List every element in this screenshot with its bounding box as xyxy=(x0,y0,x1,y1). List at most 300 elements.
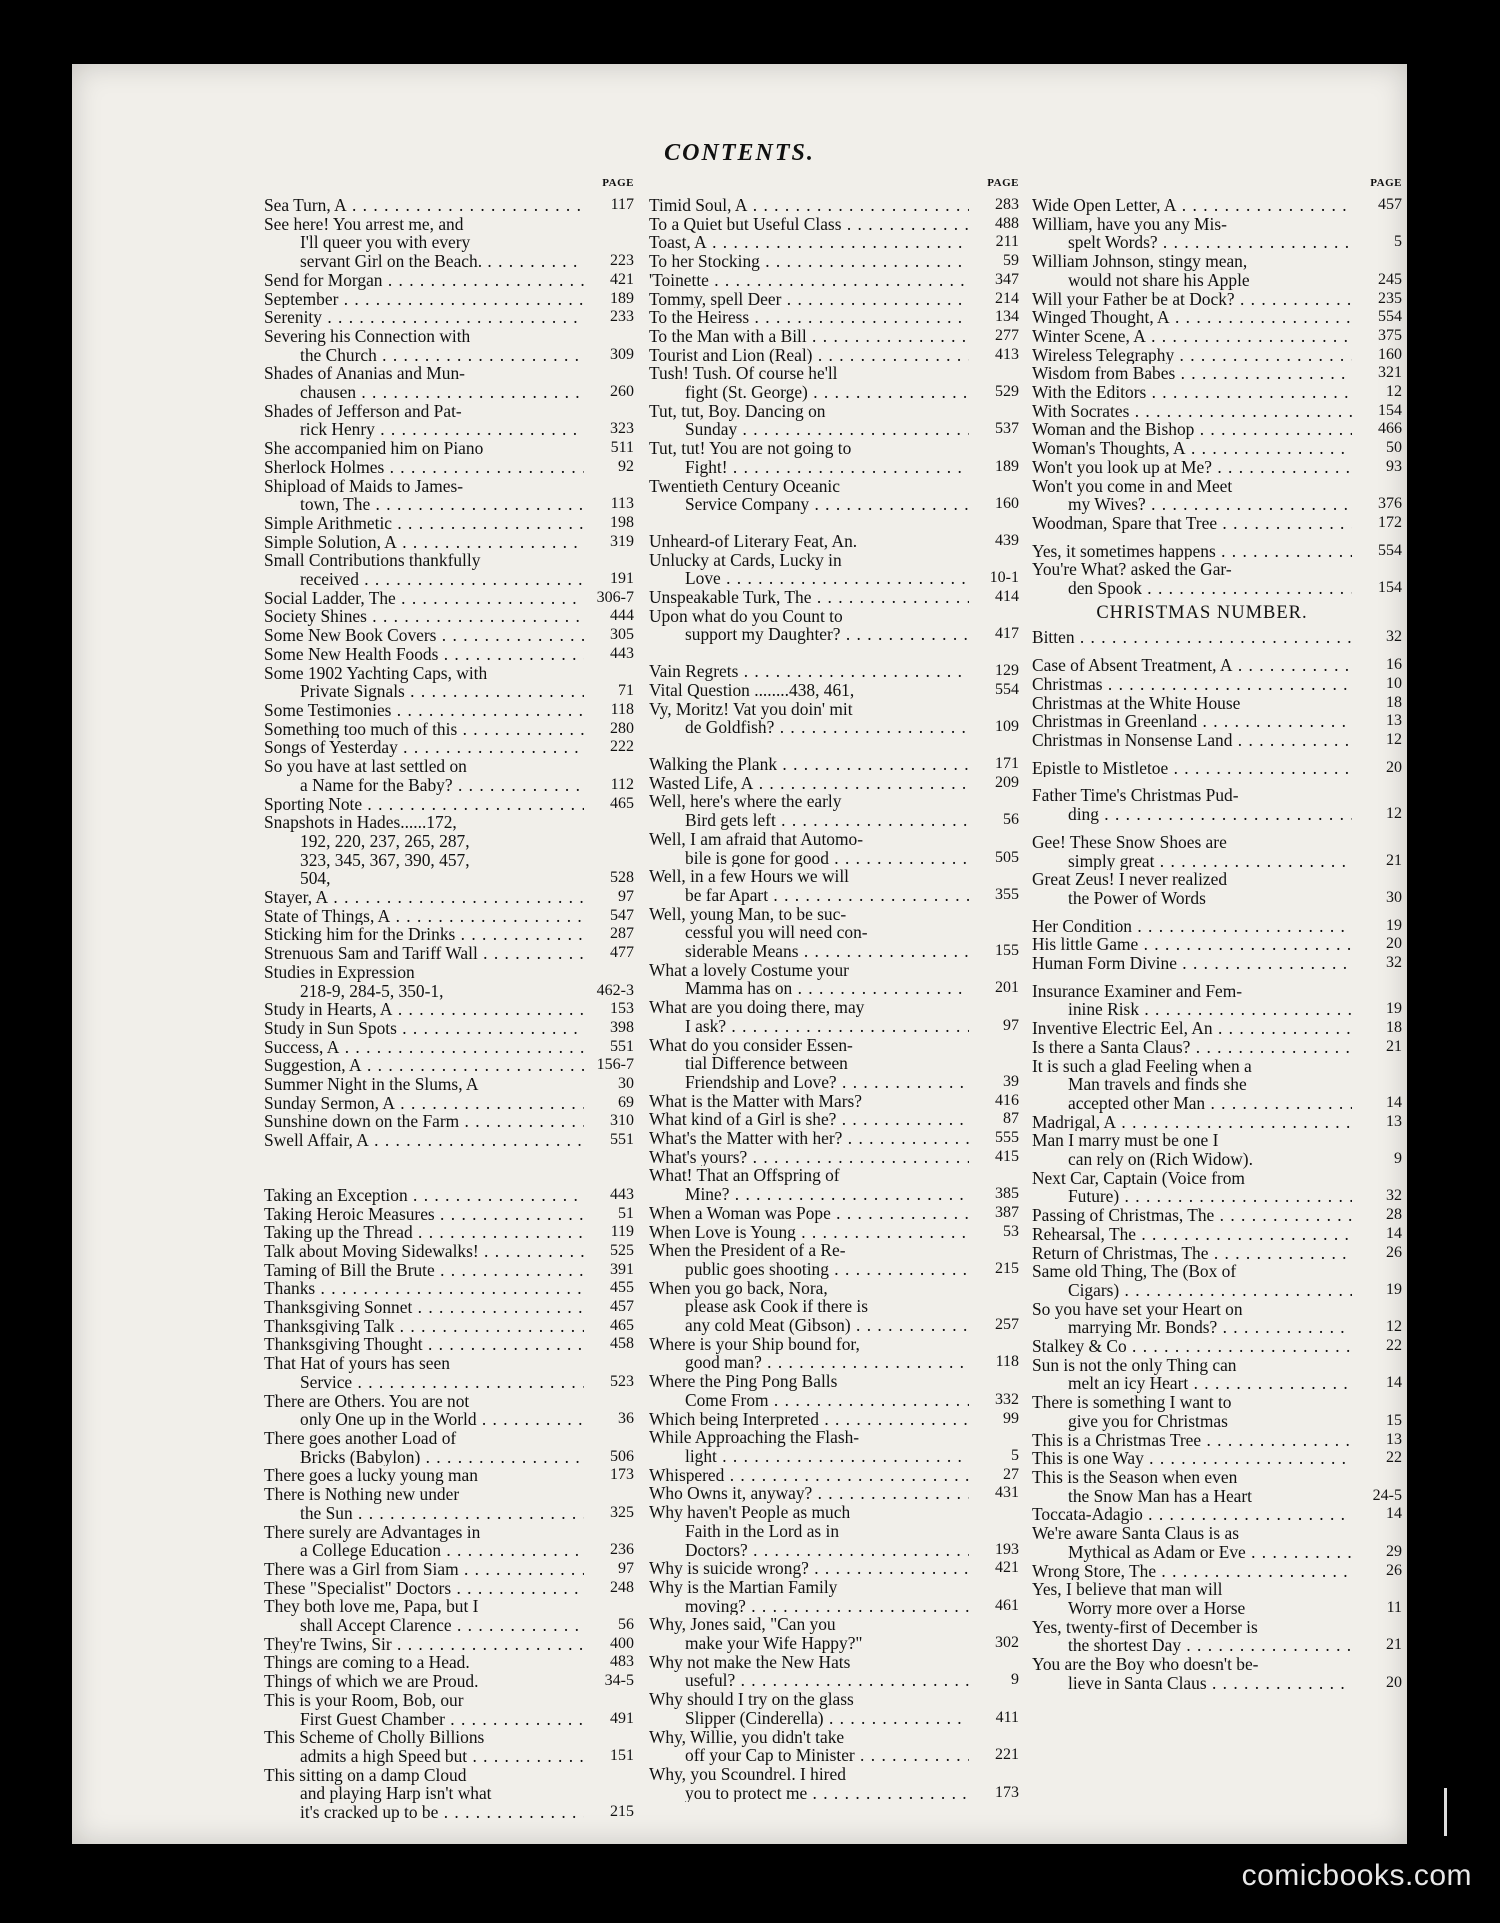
contents-entry xyxy=(264,1429,634,1466)
entry-title-line: Why haven't People as much xyxy=(649,1503,851,1523)
entry-title-line: servant Girl on the Beach. . . . xyxy=(264,252,584,271)
entry-page-number: 32 xyxy=(1386,628,1402,646)
entry-page-number: 547 xyxy=(610,906,634,924)
entry-title-line: Wisdom from Babes . . . xyxy=(1032,364,1352,383)
entry-title xyxy=(649,1223,969,1242)
entry-title-line: They're Twins, Sir . . . xyxy=(264,1635,584,1654)
entry-title xyxy=(264,607,584,626)
entry-title-line: Man travels and finds she xyxy=(1068,1074,1247,1095)
entry-title-line: received . . . xyxy=(264,570,584,589)
entry-title xyxy=(649,1279,969,1335)
entry-page-number: 118 xyxy=(995,1353,1019,1371)
entry-title-line: I'll queer you with every xyxy=(300,232,471,253)
contents-entry xyxy=(649,1166,1019,1203)
entry-title xyxy=(264,477,584,514)
contents-entry xyxy=(649,1279,1019,1335)
contents-entry xyxy=(1032,1057,1402,1113)
entry-title-line: a Name for the Baby? . . . xyxy=(264,776,584,795)
contents-entry xyxy=(649,346,1019,365)
entry-title-line: Shades of Ananias and Mun- xyxy=(264,364,465,384)
entry-title-line: Service Company . . . xyxy=(649,495,969,514)
contents-entry xyxy=(264,720,634,739)
entry-page-number: 12 xyxy=(1386,730,1402,748)
entry-page-number: 171 xyxy=(995,754,1019,772)
contents-entry xyxy=(649,792,1019,829)
entry-page-number: 20 xyxy=(1386,758,1402,776)
watermark: comicbooks.com xyxy=(1241,1859,1472,1892)
entry-page-number: 223 xyxy=(610,252,634,270)
contents-entry xyxy=(649,961,1019,998)
entry-title-line: den Spook . . . xyxy=(1032,579,1352,598)
entry-title-line: the Snow Man has a Heart xyxy=(1068,1485,1253,1506)
entry-title xyxy=(649,439,969,476)
contents-entry xyxy=(264,888,634,907)
entry-title-line: There goes a lucky young man xyxy=(264,1466,478,1486)
entry-page-number: 12 xyxy=(1386,383,1402,401)
entry-page-number: 554 xyxy=(995,680,1019,698)
entry-title-line: Come From . . . xyxy=(649,1391,969,1410)
entry-title xyxy=(649,233,969,252)
entry-title xyxy=(264,1075,584,1094)
entry-title-line: Inventive Electric Eel, An . . . xyxy=(1032,1019,1352,1038)
entry-title-line: Insurance Examiner and Fem- xyxy=(1032,981,1243,1001)
contents-entry xyxy=(649,662,1019,681)
entry-page-number: 34-5 xyxy=(604,1672,634,1690)
entry-title-line: First Guest Chamber . . . xyxy=(264,1710,584,1729)
entry-title-line: Why should I try on the glass xyxy=(649,1690,854,1710)
entry-title xyxy=(649,607,969,644)
contents-entry xyxy=(649,681,1019,700)
contents-entry xyxy=(264,551,634,588)
entry-title xyxy=(649,1410,969,1429)
entry-page-number: 172 xyxy=(1378,513,1402,531)
entry-page-number: 22 xyxy=(1386,1449,1402,1467)
entry-page-number: 528 xyxy=(610,869,634,887)
entry-page-number: 191 xyxy=(610,570,634,588)
entry-title-line: To a Quiet but Useful Class . . . xyxy=(649,215,969,234)
entry-page-number: 12 xyxy=(1386,1318,1402,1336)
entry-title-line: While Approaching the Flash- xyxy=(649,1428,860,1448)
entry-page-number: 39 xyxy=(1003,1072,1019,1090)
entry-title-line: Why not make the New Hats xyxy=(649,1652,851,1672)
entry-title-line: Things are coming to a Head. xyxy=(264,1653,470,1673)
entry-title-line: Will your Father be at Dock? . . . xyxy=(1032,290,1352,309)
entry-title-line: accepted other Man . . . xyxy=(1032,1094,1352,1113)
contents-entry xyxy=(1032,458,1402,477)
entry-page-number: 69 xyxy=(618,1093,634,1111)
contents-entry xyxy=(264,1075,634,1094)
contents-column-3 xyxy=(1032,174,1402,1692)
entry-title-line: What's yours? . . . xyxy=(649,1148,969,1167)
entry-title-line: Why, Willie, you didn't take xyxy=(649,1727,845,1747)
contents-entry xyxy=(649,271,1019,290)
entry-title xyxy=(264,514,584,533)
entry-title xyxy=(1032,628,1352,647)
entry-title-line: What do you consider Essen- xyxy=(649,1035,853,1055)
entry-page-number: 537 xyxy=(995,420,1019,438)
entry-title-line: These "Specialist" Doctors . . . xyxy=(264,1579,584,1598)
entry-title-line: So you have at last settled on xyxy=(264,757,467,777)
entry-title-line: Passing of Christmas, The . . . xyxy=(1032,1206,1352,1225)
contents-entry xyxy=(649,233,1019,252)
entry-title-line: support my Daughter? . . . xyxy=(649,625,969,644)
entry-title-line: Walking the Plank . . . xyxy=(649,755,969,774)
entry-title xyxy=(1032,196,1352,215)
contents-entry xyxy=(1032,1580,1402,1617)
entry-page-number: 529 xyxy=(995,383,1019,401)
entry-gap xyxy=(649,737,1019,755)
contents-entry xyxy=(649,1503,1019,1559)
contents-entry xyxy=(264,1056,634,1075)
entry-page-number: 99 xyxy=(1003,1409,1019,1427)
entry-title xyxy=(264,944,584,963)
entry-title xyxy=(264,1691,584,1728)
entry-title xyxy=(264,1485,584,1522)
entry-title-line: Something too much of this . . . xyxy=(264,720,584,739)
entry-page-number: 87 xyxy=(1003,1110,1019,1128)
entry-page-number: 21 xyxy=(1386,851,1402,869)
entry-page-number: 13 xyxy=(1386,712,1402,730)
entry-title xyxy=(264,701,584,720)
contents-entry xyxy=(264,514,634,533)
entry-title-line: When a Woman was Pope . . . xyxy=(649,1204,969,1223)
entry-title xyxy=(649,477,969,514)
entry-title xyxy=(649,252,969,271)
entry-page-number: 9 xyxy=(1394,1150,1402,1168)
entry-title-line: Toast, A . . . xyxy=(649,233,969,252)
entry-title xyxy=(264,1523,584,1560)
contents-entry xyxy=(649,1148,1019,1167)
entry-page-number: 458 xyxy=(610,1335,634,1353)
entry-page-number: 421 xyxy=(995,1559,1019,1577)
entry-page-number: 306-7 xyxy=(596,588,634,606)
contents-entry xyxy=(649,477,1019,514)
entry-title xyxy=(1032,833,1352,870)
contents-entry xyxy=(264,626,634,645)
entry-title-line: Her Condition . . . xyxy=(1032,917,1352,936)
entry-title xyxy=(1032,1468,1352,1505)
entry-title-line: Studies in Expression xyxy=(264,962,415,982)
contents-entry xyxy=(264,645,634,664)
christmas-entry-list xyxy=(1032,628,1402,1692)
entry-page-number: 117 xyxy=(610,196,634,213)
entry-title-line: you to protect me . . . xyxy=(649,1784,969,1803)
entry-page-number: 201 xyxy=(995,979,1019,997)
entry-title-line: the Power of Words xyxy=(1068,887,1206,908)
contents-entry xyxy=(1032,759,1402,778)
entry-title-line: What is the Matter with Mars? xyxy=(649,1091,862,1111)
entry-title xyxy=(264,1094,584,1113)
entry-title-line: Man I marry must be one I xyxy=(1032,1131,1219,1151)
entry-page-number: 235 xyxy=(1378,289,1402,307)
entry-title-line: Same old Thing, The (Box of xyxy=(1032,1262,1237,1282)
entry-title-line: Songs of Yesterday . . . xyxy=(264,738,584,757)
entry-page-number: 375 xyxy=(1378,326,1402,344)
entry-page-number: 287 xyxy=(610,925,634,943)
entry-title-line: Tush! Tush. Of course he'll xyxy=(649,364,838,384)
contents-entry xyxy=(264,215,634,271)
entry-title xyxy=(1032,712,1352,731)
entry-page-number: 554 xyxy=(1378,308,1402,326)
contents-entry xyxy=(264,1094,634,1113)
entry-title xyxy=(1032,1618,1352,1655)
entry-title-line: Simple Solution, A . . . xyxy=(264,533,584,552)
entry-title-line: That Hat of yours has seen xyxy=(264,1354,450,1374)
entry-page-number: 505 xyxy=(995,848,1019,866)
entry-title xyxy=(264,1317,584,1336)
entry-title xyxy=(1032,675,1352,694)
contents-entry xyxy=(1032,383,1402,402)
entry-page-number: 18 xyxy=(1386,1019,1402,1037)
contents-entry xyxy=(264,458,634,477)
entry-page-number: 465 xyxy=(610,794,634,812)
entry-title-line: spelt Words? . . . xyxy=(1032,233,1352,252)
contents-entry xyxy=(649,551,1019,588)
entry-page-number: 160 xyxy=(995,495,1019,513)
entry-page-number: 417 xyxy=(995,625,1019,643)
entry-title-line: Unheard-of Literary Feat, An. xyxy=(649,531,858,551)
contents-entry xyxy=(264,944,634,963)
entry-page-number: 20 xyxy=(1386,1673,1402,1691)
entry-title xyxy=(649,196,969,215)
entry-title-line: Future) . . . xyxy=(1032,1187,1352,1206)
entry-title xyxy=(264,1597,584,1634)
entry-page-number: 26 xyxy=(1386,1243,1402,1261)
entry-page-number: 414 xyxy=(995,588,1019,606)
entry-title-line: Bitten . . . xyxy=(1032,628,1352,647)
entry-title xyxy=(264,925,584,944)
entry-title-line: Where the Ping Pong Balls xyxy=(649,1372,838,1392)
entry-title-line: inine Risk . . . xyxy=(1032,1000,1352,1019)
entry-title-line: Toccata-Adagio . . . xyxy=(1032,1505,1352,1524)
entry-gap xyxy=(1032,533,1402,542)
entry-title-line: This Scheme of Cholly Billions xyxy=(264,1728,485,1748)
entry-title-line: When the President of a Re- xyxy=(649,1241,846,1261)
contents-entry xyxy=(649,1484,1019,1503)
contents-entry xyxy=(264,364,634,401)
entry-title xyxy=(1032,656,1352,675)
contents-entry xyxy=(264,1186,634,1205)
entry-title xyxy=(649,830,969,867)
entry-page-number: 391 xyxy=(610,1260,634,1278)
entry-title xyxy=(264,1205,584,1224)
entry-title xyxy=(649,1241,969,1278)
entry-title-line: siderable Means . . . xyxy=(649,942,969,961)
contents-entry xyxy=(649,1204,1019,1223)
entry-title-line: Wrong Store, The . . . xyxy=(1032,1562,1352,1581)
entry-title-line: Friendship and Love? . . . xyxy=(649,1073,969,1092)
entry-title-line: Vy, Moritz! Vat you doin' mit xyxy=(649,699,853,719)
entry-page-number: 193 xyxy=(995,1540,1019,1558)
contents-entry xyxy=(1032,1505,1402,1524)
contents-entry xyxy=(264,1242,634,1261)
entry-page-number: 26 xyxy=(1386,1561,1402,1579)
entry-page-number: 97 xyxy=(618,888,634,906)
entry-page-number: 15 xyxy=(1386,1411,1402,1429)
contents-entry xyxy=(1032,290,1402,309)
contents-entry xyxy=(649,1410,1019,1429)
entry-title-line: make your Wife Happy?" xyxy=(685,1633,863,1653)
entry-title xyxy=(1032,1206,1352,1225)
entry-title xyxy=(649,364,969,401)
entry-title-line: Thanks . . . xyxy=(264,1279,584,1298)
entry-title-line: tial Difference between xyxy=(685,1053,848,1074)
entry-title xyxy=(649,402,969,439)
entry-title xyxy=(1032,215,1352,252)
entry-title-line: give you for Christmas xyxy=(1068,1410,1228,1431)
entry-title-line: To the Man with a Bill . . . xyxy=(649,327,969,346)
entry-title-line: Social Ladder, The . . . xyxy=(264,589,584,608)
entry-title-line: Severing his Connection with xyxy=(264,326,471,346)
contents-entry xyxy=(264,607,634,626)
entry-title-line: You're What? asked the Gar- xyxy=(1032,560,1232,580)
entry-title xyxy=(264,1186,584,1205)
entry-page-number: 245 xyxy=(1378,270,1402,288)
entry-title xyxy=(1032,1131,1352,1168)
entry-page-number: 443 xyxy=(610,644,634,662)
contents-entry xyxy=(1032,1431,1402,1450)
entry-page-number: 398 xyxy=(610,1018,634,1036)
entry-title-line: Yes, it sometimes happens . . . xyxy=(1032,542,1352,561)
contents-entry xyxy=(264,813,634,888)
entry-title xyxy=(649,1615,969,1652)
entry-page-number: 477 xyxy=(610,944,634,962)
entry-list xyxy=(1032,196,1402,598)
entry-title-line: Winged Thought, A . . . xyxy=(1032,308,1352,327)
entry-title-line: Tommy, spell Deer . . . xyxy=(649,290,969,309)
entry-title xyxy=(1032,364,1352,383)
entry-title-line: Return of Christmas, The . . . xyxy=(1032,1244,1352,1263)
contents-entry xyxy=(649,290,1019,309)
entry-title-line: Tut, tut! You are not going to xyxy=(649,439,852,459)
entry-gap xyxy=(649,644,1019,662)
contents-entry xyxy=(649,327,1019,346)
entry-page-number: 421 xyxy=(610,270,634,288)
entry-title xyxy=(1032,982,1352,1019)
entry-title-line: This is the Season when even xyxy=(1032,1468,1238,1487)
entry-page-number: 189 xyxy=(610,289,634,307)
contents-entry xyxy=(264,1019,634,1038)
entry-page-number: 97 xyxy=(1003,1016,1019,1034)
entry-title xyxy=(649,1166,969,1203)
contents-entry xyxy=(649,905,1019,961)
entry-page-number: 27 xyxy=(1003,1465,1019,1483)
contents-entry xyxy=(264,1691,634,1728)
contents-entry xyxy=(649,998,1019,1035)
entry-title xyxy=(1032,786,1352,823)
entry-list xyxy=(649,196,1019,1802)
entry-gap xyxy=(1032,750,1402,759)
contents-entry xyxy=(649,1578,1019,1615)
entry-title-line: Suggestion, A . . . xyxy=(264,1056,584,1075)
contents-entry xyxy=(1032,1206,1402,1225)
entry-title xyxy=(264,196,584,215)
entry-title-line: 192, 220, 237, 265, 287, xyxy=(300,830,470,851)
entry-page-number: 13 xyxy=(1386,1430,1402,1448)
entry-title xyxy=(649,290,969,309)
contents-entry xyxy=(649,1615,1019,1652)
contents-entry xyxy=(1032,196,1402,215)
entry-title xyxy=(649,1484,969,1503)
contents-entry xyxy=(264,271,634,290)
contents-entry xyxy=(1032,731,1402,750)
entry-page-number: 491 xyxy=(610,1709,634,1727)
entry-title xyxy=(264,757,584,794)
page-title: CONTENTS. xyxy=(664,140,815,166)
entry-page-number: 506 xyxy=(610,1447,634,1465)
entry-title-line: and playing Harp isn't what xyxy=(300,1783,492,1804)
contents-entry xyxy=(1032,1618,1402,1655)
entry-title-line: His little Game . . . xyxy=(1032,935,1352,954)
entry-page-number: 21 xyxy=(1386,1037,1402,1055)
entry-title-line: Shipload of Maids to James- xyxy=(264,476,464,496)
entry-title-line: simply great . . . xyxy=(1032,852,1352,871)
entry-page-number: 525 xyxy=(610,1241,634,1259)
entry-title xyxy=(1032,560,1352,597)
contents-entry xyxy=(1032,656,1402,675)
entry-title xyxy=(1032,327,1352,346)
entry-title xyxy=(649,308,969,327)
entry-title xyxy=(649,346,969,365)
contents-entry xyxy=(264,1223,634,1242)
entry-title xyxy=(264,1335,584,1354)
contents-entry xyxy=(264,589,634,608)
entry-title-line: 'Toinette . . . xyxy=(649,271,969,290)
entry-title-line: Fight! . . . xyxy=(649,458,969,477)
entry-title xyxy=(649,1728,969,1765)
entry-page-number: 461 xyxy=(995,1596,1019,1614)
contents-entry xyxy=(649,1428,1019,1465)
entry-title-line: We're aware Santa Claus is as xyxy=(1032,1524,1239,1544)
entry-title xyxy=(264,1579,584,1598)
entry-title xyxy=(649,1335,969,1372)
entry-title-line: Great Zeus! I never realized xyxy=(1032,870,1228,890)
entry-title-line: Some 1902 Yachting Caps, with xyxy=(264,663,488,683)
contents-entry xyxy=(649,867,1019,904)
contents-entry xyxy=(1032,1262,1402,1299)
page-column-header: PAGE xyxy=(1370,177,1402,189)
contents-entry xyxy=(649,308,1019,327)
entry-title-line: Some New Health Foods . . . xyxy=(264,645,584,664)
entry-title xyxy=(1032,1655,1352,1692)
entry-title-line: You are the Boy who doesn't be- xyxy=(1032,1655,1259,1675)
entry-title-line: chausen . . . xyxy=(264,383,584,402)
entry-title-line: off your Cap to Minister . . . xyxy=(649,1746,969,1765)
entry-title-line: Epistle to Mistletoe . . . xyxy=(1032,759,1352,778)
entry-title xyxy=(264,1653,584,1672)
entry-page-number: 302 xyxy=(995,1634,1019,1652)
entry-title xyxy=(264,458,584,477)
entry-title xyxy=(649,905,969,961)
entry-title-line: Send for Morgan . . . xyxy=(264,271,584,290)
contents-entry xyxy=(1032,1225,1402,1244)
entry-page-number: 22 xyxy=(1386,1337,1402,1355)
entry-page-number: 97 xyxy=(618,1559,634,1577)
entry-title-line: 218-9, 284-5, 350-1, xyxy=(300,980,444,1001)
entry-title-line: Woman and the Bishop . . . xyxy=(1032,420,1352,439)
entry-title xyxy=(1032,1019,1352,1038)
entry-page-number: 10 xyxy=(1386,674,1402,692)
entry-title-line: Serenity . . . xyxy=(264,308,584,327)
contents-entry xyxy=(1032,1113,1402,1132)
entry-title-line: Bird gets left . . . xyxy=(649,811,969,830)
entry-page-number: 71 xyxy=(618,682,634,700)
entry-title-line: would not share his Apple xyxy=(1068,269,1250,290)
entry-title-line: Unspeakable Turk, The . . . xyxy=(649,588,969,607)
contents-entry xyxy=(264,1672,634,1691)
contents-entry xyxy=(649,1223,1019,1242)
entry-title xyxy=(1032,1524,1352,1561)
